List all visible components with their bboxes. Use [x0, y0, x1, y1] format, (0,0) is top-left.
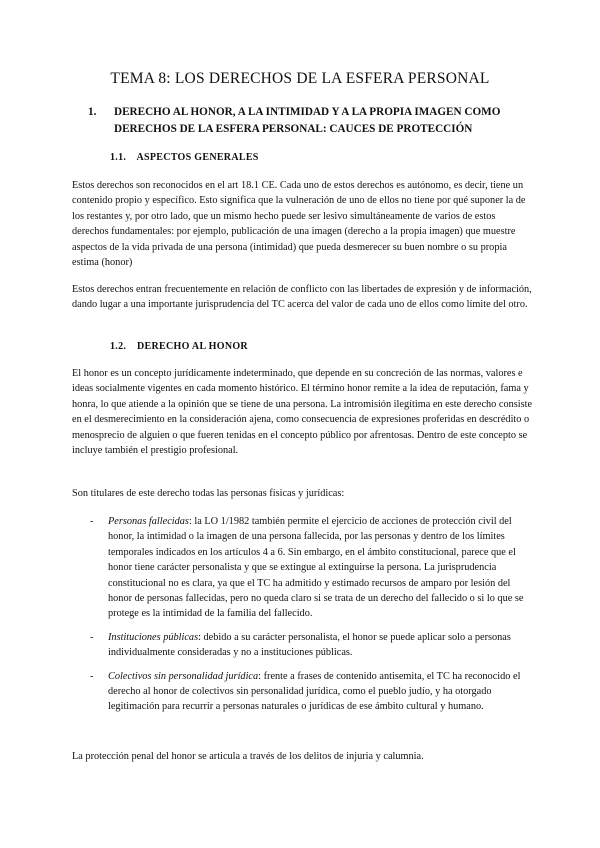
paragraph-honor-2: Son titulares de este derecho todas las personas físicas y jurídicas: — [72, 488, 345, 499]
list-item-term: Colectivos sin personalidad jurídica — [108, 670, 259, 682]
list-item — [90, 514, 536, 622]
subsection-1-1-number: 1.1. — [110, 152, 127, 163]
list-dash: - — [90, 516, 94, 527]
subsection-1-1-heading — [110, 152, 259, 163]
list-item-term: Personas fallecidas — [108, 516, 189, 527]
paragraph-honor-1: El honor es un concepto jurídicamente indeterminado, que depende en su concreción de las normas, valores e ideas socialmente vigentes en cada momento histórico. El término honor remite a la idea de reputación, fama y honra, lo que atiende a la opinión que se tiene de una persona. La intromisión ilegítima en este derecho consiste en el desmerecimiento en la consideración ajena, como consecuencia de expresiones proferidas en descrédito o menosprecio de alguien o que fueren tenidas en el concepto público por afrentosas. Dentro de este concepto se incluye también el prestigio profesional. — [72, 368, 533, 457]
document-title: TEMA 8: LOS DERECHOS DE LA ESFERA PERSONAL — [110, 70, 490, 87]
paragraph-closing: La protección penal del honor se articula a través de los delitos de injuria y calumnia. — [72, 751, 424, 762]
section-1-heading — [88, 104, 532, 138]
subsection-1-2-number: 1.2. — [110, 341, 127, 352]
list-item-term: Instituciones públicas — [108, 631, 199, 643]
section-1-number: 1. — [88, 106, 97, 118]
subsection-1-2-title: DERECHO AL HONOR — [137, 341, 248, 352]
list-item-text: : frente a frases de contenido antisemita, el TC ha reconocido el derecho al honor de colectivos sin personalidad jurídica, como el pueblo judío, y ha otorgado legitimación para recurrir a personas naturales o jurídicas de ese ámbito cultural y humano. — [108, 670, 521, 713]
list-item — [90, 630, 536, 661]
list-item-text: : debido a su carácter personalista, el honor se puede aplicar solo a personas individualmente consideradas y no a instituciones públicas. — [108, 631, 511, 659]
subsection-1-2-heading — [110, 341, 248, 352]
section-1-title: DERECHO AL HONOR, A LA INTIMIDAD Y A LA PROPIA IMAGEN COMO DERECHOS DE LA ESFERA PERSONAL: CAUCES DE PROTECCIÓN — [114, 106, 501, 135]
titulares-list — [90, 514, 536, 715]
paragraph-aspectos-1: Estos derechos son reconocidos en el art 18.1 CE. Cada uno de estos derechos es autónomo, es decir, tiene un contenido propio y específico. Esto significa que la vulneración de uno de ellos no tiene por qué suponer la de los restantes y, por otro lado, que un mismo hecho puede ser lesivo simultáneamente de varios de estos derechos fundamentales: por ejemplo, publicación de una imagen (derecho a la propia imagen) que muestre aspectos de la vida privada de una persona (intimidad) que pueda desmerecer su buen nombre o su propia estima (honor) — [72, 180, 526, 269]
paragraph-aspectos-2: Estos derechos entran frecuentemente en relación de conflicto con las libertades de expresión y de información, dando lugar a una importante jurisprudencia del TC acerca del valor de cada uno de ellos como límite del otro. — [72, 284, 532, 311]
subsection-1-1-title: ASPECTOS GENERALES — [136, 152, 259, 163]
list-dash: - — [90, 670, 94, 682]
list-item — [90, 669, 536, 715]
list-dash: - — [90, 631, 94, 643]
list-item-text: : la LO 1/1982 también permite el ejercicio de acciones de protección civil del honor, la intimidad o la imagen de una persona fallecida, por las personas y dentro de los límites temporales indicados en los artículos 4 a 6. Sin embargo, en el ámbito constitucional, parece que el honor tiene carácter personalista y que se extingue al extinguirse la persona. La jurisprudencia constitucional no es clara, ya que el TC ha admitido y estimado recursos de amparo por lesión del honor de personas fallecidas, pero no queda claro si se trata de un derecho del fallecido o si lo que se protege es la intimidad de la familia del fallecido. — [108, 516, 524, 620]
